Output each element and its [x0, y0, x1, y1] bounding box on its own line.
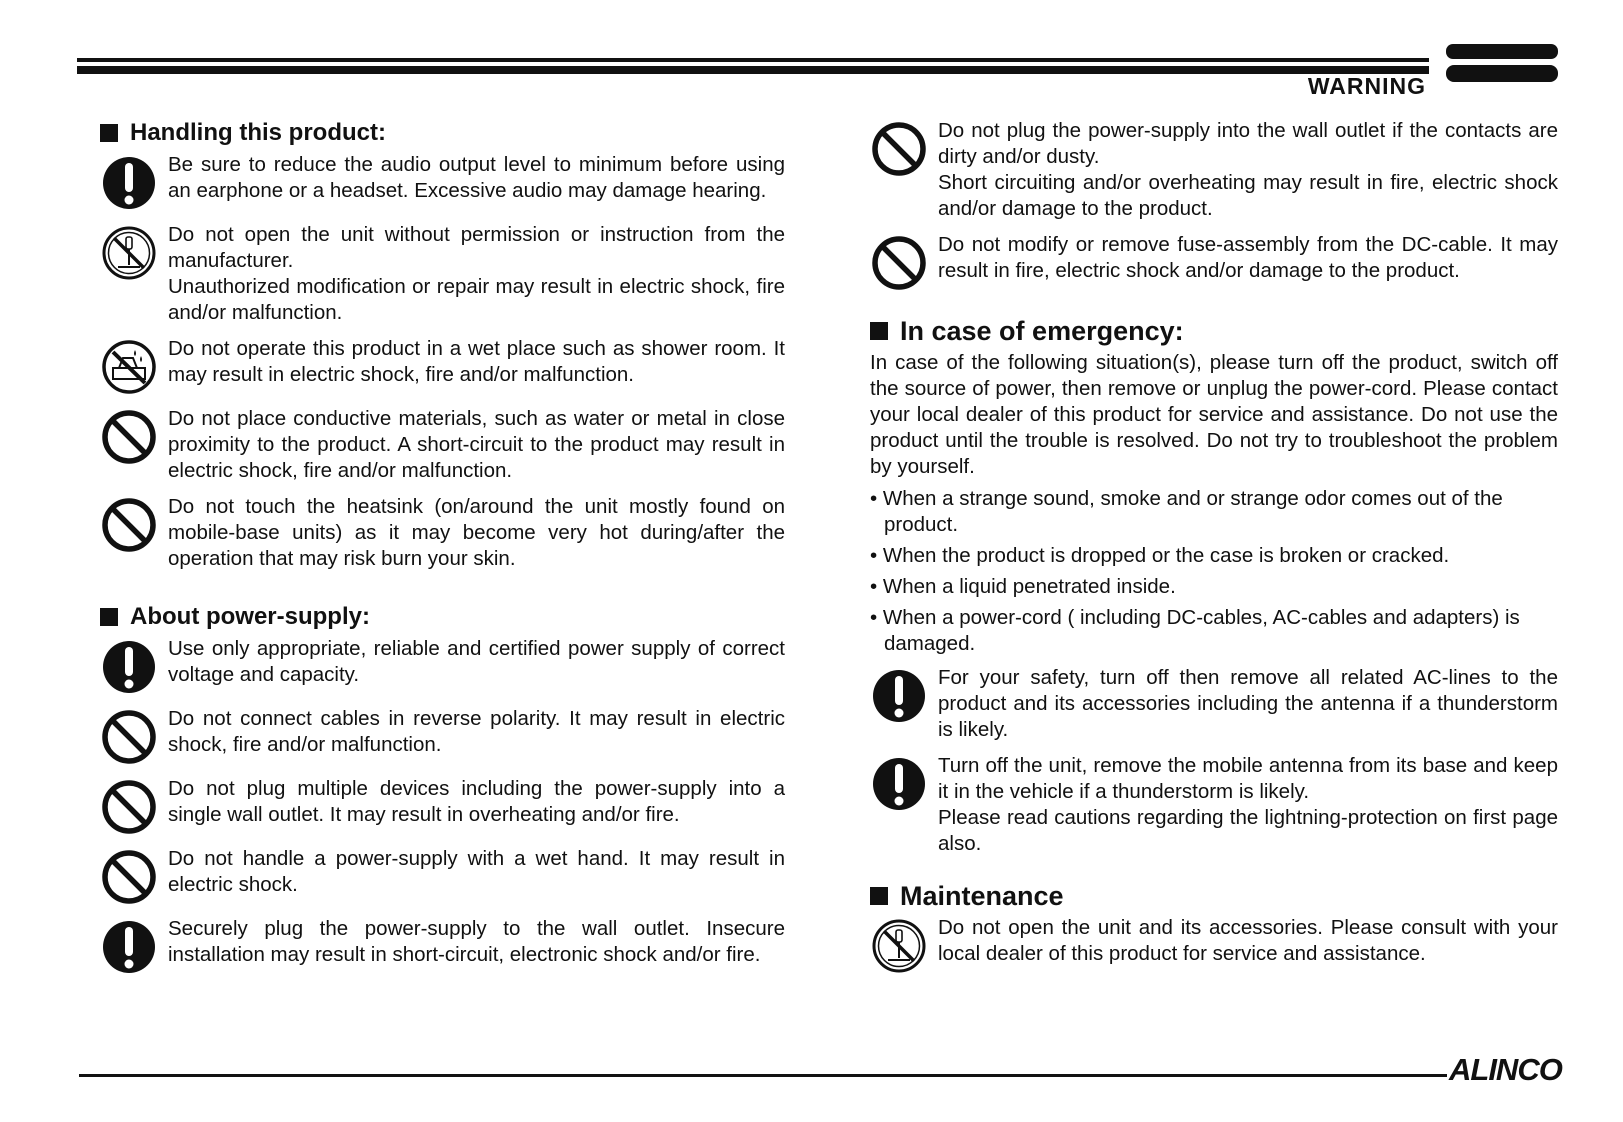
item-text [168, 152, 785, 204]
exclamation-icon [100, 638, 158, 696]
list-item: • When a liquid penetrated inside. [870, 575, 1176, 598]
item-line: Short circuiting and/or overheating may result in fire, electric shock and/or damage to the product. [938, 171, 1558, 220]
list-item [100, 406, 785, 484]
item-line: For your safety, turn off then remove all related AC-lines to the product and its accessories including the antenna if a thunderstorm is likely. [938, 666, 1558, 741]
list-item [100, 846, 785, 906]
item-line: Turn off the unit, remove the mobile antenna from its base and keep it in the vehicle if a thunderstorm is likely. [938, 754, 1558, 803]
list-item: • When the product is dropped or the case is broken or cracked. [870, 544, 1450, 567]
maintenance-list [870, 915, 1558, 975]
item-line: Be sure to reduce the audio output level to minimum before using an earphone or a headset. Excessive audio may damage hearing. [168, 153, 785, 202]
heading-text: In case of emergency: [900, 316, 1184, 346]
prohibited-icon [870, 234, 928, 292]
list-item [100, 706, 785, 766]
item-line: Please read cautions regarding the lightning-protection on first page also. [938, 806, 1558, 855]
list-item [870, 753, 1558, 857]
right-column [870, 118, 1558, 985]
exclamation-icon [100, 154, 158, 212]
item-text [168, 846, 785, 898]
heading-square-icon [870, 887, 888, 905]
exclamation-icon [870, 755, 928, 813]
exclamation-icon [870, 667, 928, 725]
item-line: Do not connect cables in reverse polarity. It may result in electric shock, fire and/or malfunction. [168, 707, 785, 756]
chapter-tab-graphic [1446, 44, 1558, 82]
section-heading-maintenance [870, 881, 1558, 911]
header-rule-thick [77, 66, 1429, 74]
heading-text: Handling this product: [130, 119, 386, 146]
no-wet-place-icon [100, 338, 158, 396]
no-disassembly-icon [100, 224, 158, 282]
list-item [870, 915, 1558, 975]
item-line: Do not open the unit and its accessories. Please consult with your local dealer of this product for service and assistance. [938, 916, 1558, 965]
item-line: Do not operate this product in a wet place such as shower room. It may result in electric shock, fire and/or malfunction. [168, 337, 785, 386]
list-item [870, 118, 1558, 222]
heading-square-icon [870, 322, 888, 340]
item-text [938, 118, 1558, 222]
prohibited-icon [100, 408, 158, 466]
item-text [938, 665, 1558, 743]
item-line: Do not plug the power-supply into the wall outlet if the contacts are dirty and/or dusty. [938, 119, 1558, 168]
list-item: • When a strange sound, smoke and or strange odor comes out of the product. [870, 487, 1503, 536]
list-item [100, 222, 785, 326]
power-list [100, 636, 785, 976]
handling-list [100, 152, 785, 572]
item-text [938, 232, 1558, 284]
header-rule-thin [77, 58, 1429, 62]
section-heading-emergency [870, 316, 1558, 346]
item-text [168, 494, 785, 572]
item-line: Do not place conductive materials, such as water or metal in close proximity to the product. A short-circuit to the product may result in electric shock, fire and/or malfunction. [168, 407, 785, 482]
footer-rule [79, 1074, 1447, 1077]
prohibited-icon [100, 708, 158, 766]
top-list [870, 118, 1558, 292]
list-item [100, 636, 785, 696]
exclamation-icon [100, 918, 158, 976]
left-column [100, 118, 785, 986]
item-text [168, 406, 785, 484]
item-text [938, 753, 1558, 857]
list-item [100, 152, 785, 212]
item-text [168, 222, 785, 326]
page-title: WARNING [1307, 73, 1426, 99]
item-text [168, 336, 785, 388]
item-line: Do not touch the heatsink (on/around the unit mostly found on mobile-base units) as it may become very hot during/after the operation that may risk burn your skin. [168, 495, 785, 570]
prohibited-icon [100, 496, 158, 554]
item-line: Do not plug multiple devices including the power-supply into a single wall outlet. It may result in overheating and/or fire. [168, 777, 785, 826]
item-line: Use only appropriate, reliable and certified power supply of correct voltage and capacity. [168, 637, 785, 686]
heading-square-icon [100, 608, 118, 626]
item-text [168, 636, 785, 688]
item-text [168, 706, 785, 758]
list-item [870, 665, 1558, 743]
prohibited-icon [870, 120, 928, 178]
item-text [168, 776, 785, 828]
item-text [938, 915, 1558, 967]
brand-logo: ALINCO [1449, 1052, 1562, 1087]
item-line: Securely plug the power-supply to the wall outlet. Insecure installation may result in short-circuit, electronic shock and/or fire. [168, 917, 785, 966]
prohibited-icon [100, 778, 158, 836]
list-item [100, 916, 785, 976]
heading-square-icon [100, 124, 118, 142]
heading-text: Maintenance [900, 881, 1064, 911]
list-item [870, 232, 1558, 292]
heading-text: About power-supply: [130, 603, 370, 630]
list-item [100, 336, 785, 396]
list-item [100, 494, 785, 572]
section-heading-handling [100, 118, 785, 148]
item-line: Do not handle a power-supply with a wet hand. It may result in electric shock. [168, 847, 785, 896]
emergency-list [870, 665, 1558, 857]
item-line: Unauthorized modification or repair may result in electric shock, fire and/or malfunction. [168, 275, 785, 324]
list-item [100, 776, 785, 836]
emergency-bullets [870, 486, 1558, 657]
emergency-intro: In case of the following situation(s), please turn off the product, switch off the source of power, then remove or unplug the power-cord. Please contact your local dealer of this product for service and assistance. Do not use the product until the trouble is resolved. Do not try to troubleshoot the problem by yourself. [870, 351, 1558, 478]
no-disassembly-icon [870, 917, 928, 975]
item-line: Do not modify or remove fuse-assembly from the DC-cable. It may result in fire, electric shock and/or damage to the product. [938, 233, 1558, 282]
prohibited-icon [100, 848, 158, 906]
section-heading-power [100, 602, 785, 632]
item-text [168, 916, 785, 968]
list-item: • When a power-cord ( including DC-cables, AC-cables and adapters) is damaged. [870, 606, 1520, 655]
item-line: Do not open the unit without permission or instruction from the manufacturer. [168, 223, 785, 272]
